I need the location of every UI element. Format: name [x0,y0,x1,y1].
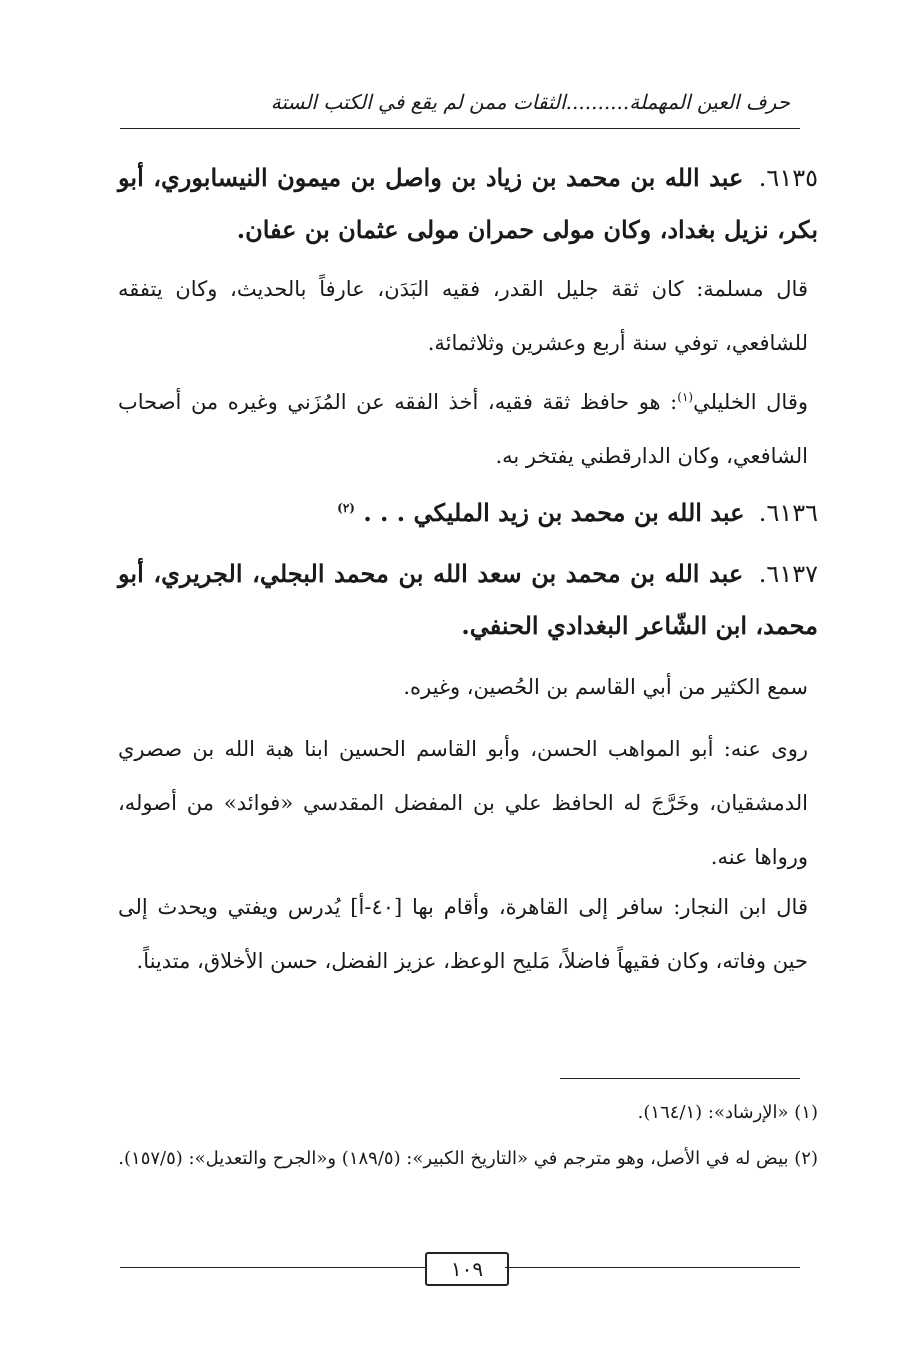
paragraph-narrators: روى عنه: أبو المواهب الحسن، وأبو القاسم الحسين ابنا هبة الله بن صصري الدمشقيان، وخَرَّجَ له الحافظ علي بن المفضل المقدسي «فوائد» من أصوله، ورواها عنه. [118,737,808,869]
entry-name: عبد الله بن محمد بن زياد بن واصل بن ميمون النيسابوري، أبو بكر، نزيل بغداد، وكان مولى حمران مولى عثمان بن عفان. [118,163,818,244]
folio-rule-right [505,1267,800,1268]
running-header: حرف العين المهملة..........الثقات ممن لم يقع في الكتب الستة [270,90,790,114]
footnote-1: (١) «الإرشاد»: (١٦٤/١). [637,1102,818,1123]
header-rule [120,128,800,129]
paragraph-text: : هو حافظ ثقة فقيه، أخذ الفقه عن المُزَني وغيره من أصحاب الشافعي، وكان الدارقطني يفتخر به. [118,390,808,468]
folio-rule-left [120,1267,425,1268]
entry-6137 [118,548,818,652]
entry-6135 [118,152,818,256]
paragraph-text: وقال الخليلي [693,390,808,414]
entry-number: ٦١٣٥. [758,164,818,192]
footnote-ref: (٢) [337,501,355,515]
footnote-rule [560,1078,800,1079]
footnote-ref: (١) [677,390,694,404]
entry-6136 [118,482,818,539]
page-number: ١٠٩ [425,1252,509,1286]
paragraph-heard: سمع الكثير من أبي القاسم بن الحُصين، وغيره. [403,675,808,699]
paragraph-khalili [118,370,808,483]
footnote-2: (٢) بيض له في الأصل، وهو مترجم في «التاريخ الكبير»: (١٨٩/٥) و«الجرح والتعديل»: (١٥٧/٥). [118,1148,818,1169]
entry-number: ٦١٣٧. [758,560,818,588]
entry-name: عبد الله بن محمد بن سعد الله بن محمد البجلي، الجريري، أبو محمد، ابن الشّاعر البغدادي الحنفي. [118,559,818,640]
entry-number: ٦١٣٦. [758,499,818,527]
entry-name: عبد الله بن محمد بن زيد المليكي . . . [363,498,745,527]
paragraph-maslama: قال مسلمة: كان ثقة جليل القدر، فقيه البَدَن، عارفاً بالحديث، وكان يتفقه للشافعي، توفي سنة أربع وعشرين وثلاثمائة. [118,277,808,355]
paragraph-ibn-najjar: قال ابن النجار: سافر إلى القاهرة، وأقام بها [٤٠-أ] يُدرس ويفتي ويحدث إلى حين وفاته، وكان فقيهاً فاضلاً، مَليح الوعظ، عزيز الفضل، حسن الأخلاق، متديناً. [118,895,808,973]
